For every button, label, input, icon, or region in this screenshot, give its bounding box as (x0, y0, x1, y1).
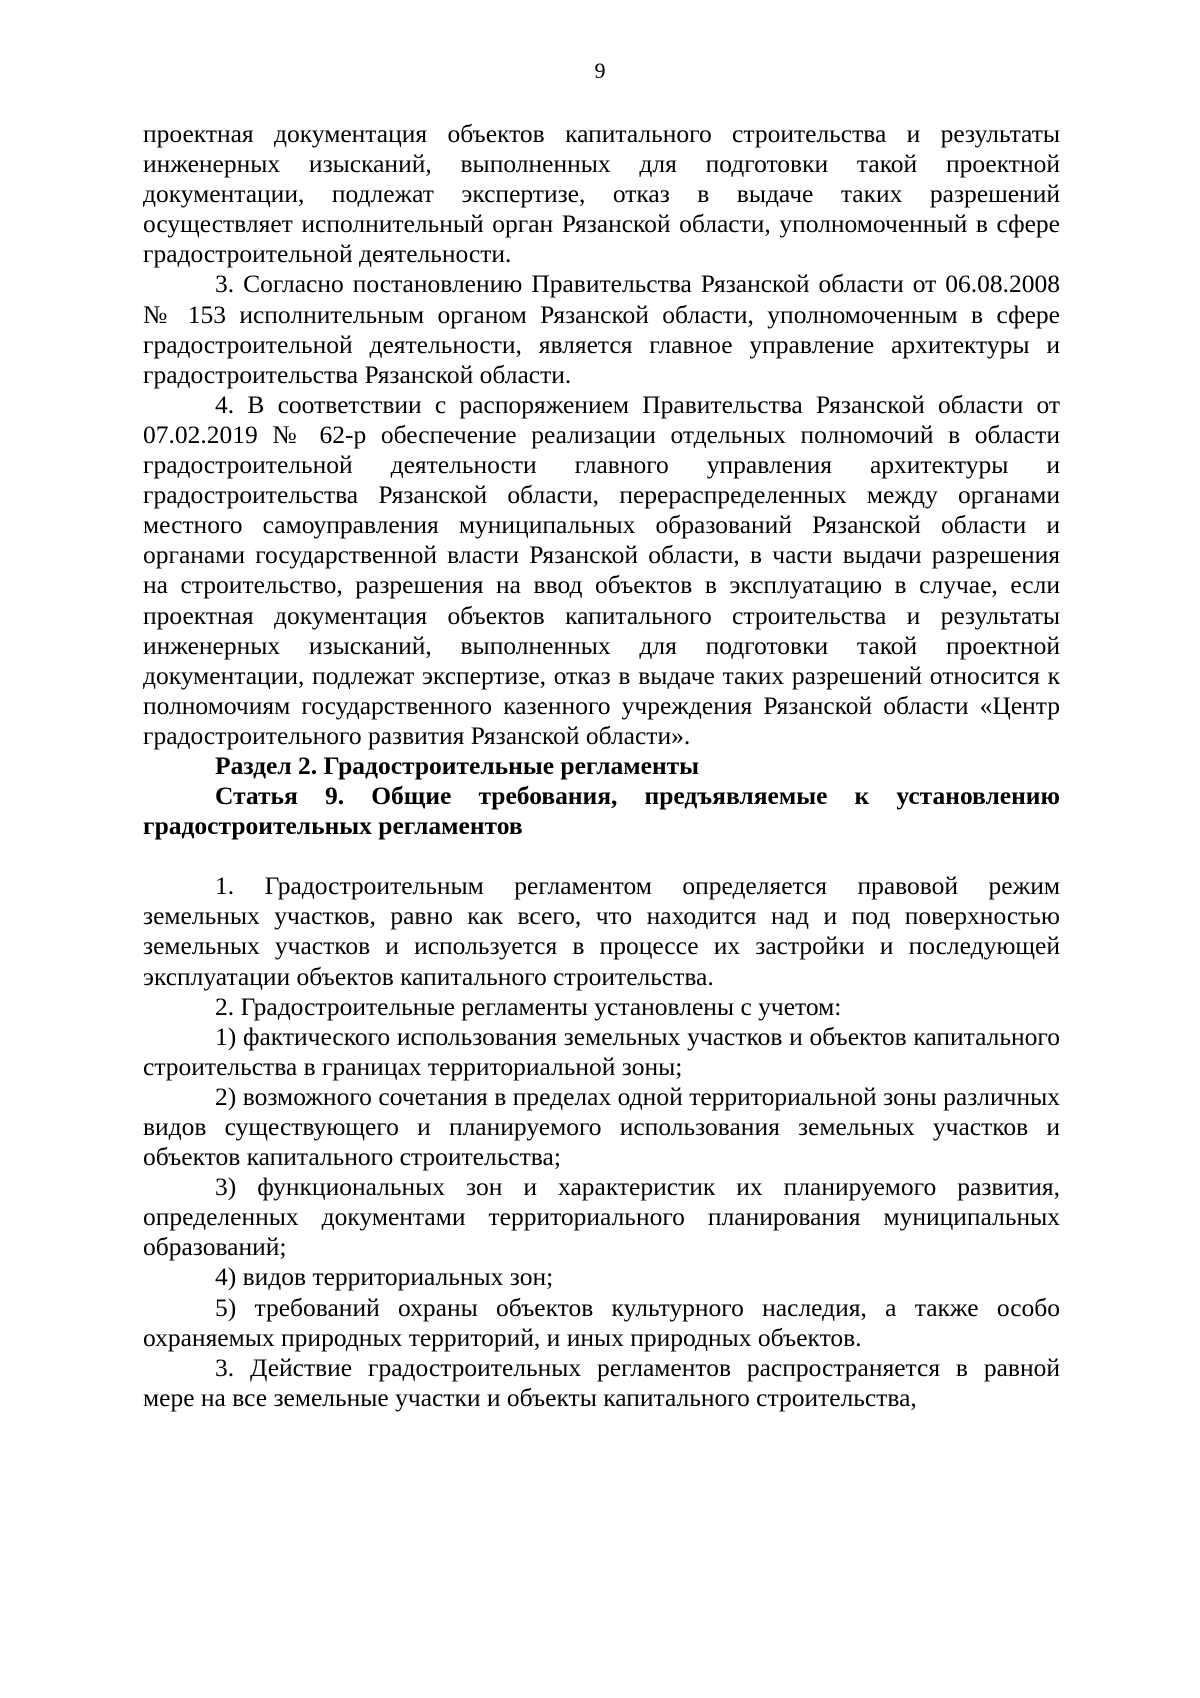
paragraph-item-3: 3. Согласно постановлению Правительства Рязанской области от 06.08.2008 № 153 исполнительным органом Рязанской области, уполномоченным в сфере градостроительной деятельности, является главное управление архитектуры и градостроительства Рязанской области. (143, 269, 1060, 389)
document-body (143, 119, 1060, 1413)
list-item-4: 4) видов территориальных зон; (215, 1262, 554, 1292)
article-heading: Статья 9. Общие требования, предъявляемые к установлению градостроительных регламентов (143, 781, 1060, 841)
article-paragraph-3: 3. Действие градостроительных регламентов распространяется в равной мере на все земельные участки и объекты капитального строительства, (143, 1352, 1060, 1412)
section-heading: Раздел 2. Градостроительные регламенты (215, 750, 700, 780)
list-item-2: 2) возможного сочетания в пределах одной территориальной зоны различных видов существующего и планируемого использования земельных участков и объектов капитального строительства; (143, 1081, 1060, 1172)
list-item-5: 5) требований охраны объектов культурного наследия, а также особо охраняемых природных территорий, и иных природных объектов. (143, 1292, 1060, 1352)
article-paragraph-1: 1. Градостроительным регламентом определяется правовой режим земельных участков, равно как всего, что находится над и под поверхностью земельных участков и используется в процессе их застройки и последующей эксплуатации объектов капитального строительства. (143, 871, 1060, 991)
article-paragraph-2: 2. Градостроительные регламенты установлены с учетом: (215, 991, 842, 1021)
list-item-1: 1) фактического использования земельных участков и объектов капитального строительства в границах территориальной зоны; (143, 1021, 1060, 1081)
page-number: 9 (594, 58, 606, 83)
paragraph-continuation: проектная документация объектов капитального строительства и результаты инженерных изысканий, выполненных для подготовки такой проектной документации, подлежат экспертизе, отказ в выдаче таких разрешений осуществляет исполнительный орган Рязанской области, уполномоченный в сфере градостроительной деятельности. (143, 119, 1060, 269)
list-item-3: 3) функциональных зон и характеристик их планируемого развития, определенных документами территориального планирования муниципальных образований; (143, 1172, 1060, 1262)
paragraph-item-4: 4. В соответствии с распоряжением Правительства Рязанской области от 07.02.2019 № 62-р обеспечение реализации отдельных полномочий в области градостроительной деятельности главного управления архитектуры и градостроительства Рязанской области, перераспределенных между органами местного самоуправления муниципальных образований Рязанской области и органами государственной власти Рязанской области, в части выдачи разрешения на строительство, разрешения на ввод объектов в эксплуатацию в случае, если проектная документация объектов капитального строительства и результаты инженерных изысканий, выполненных для подготовки такой проектной документации, подлежат экспертизе, отказ в выдаче таких разрешений относится к полномочиям государственного казенного учреждения Рязанской области «Центр градостроительного развития Рязанской области». (143, 389, 1060, 750)
